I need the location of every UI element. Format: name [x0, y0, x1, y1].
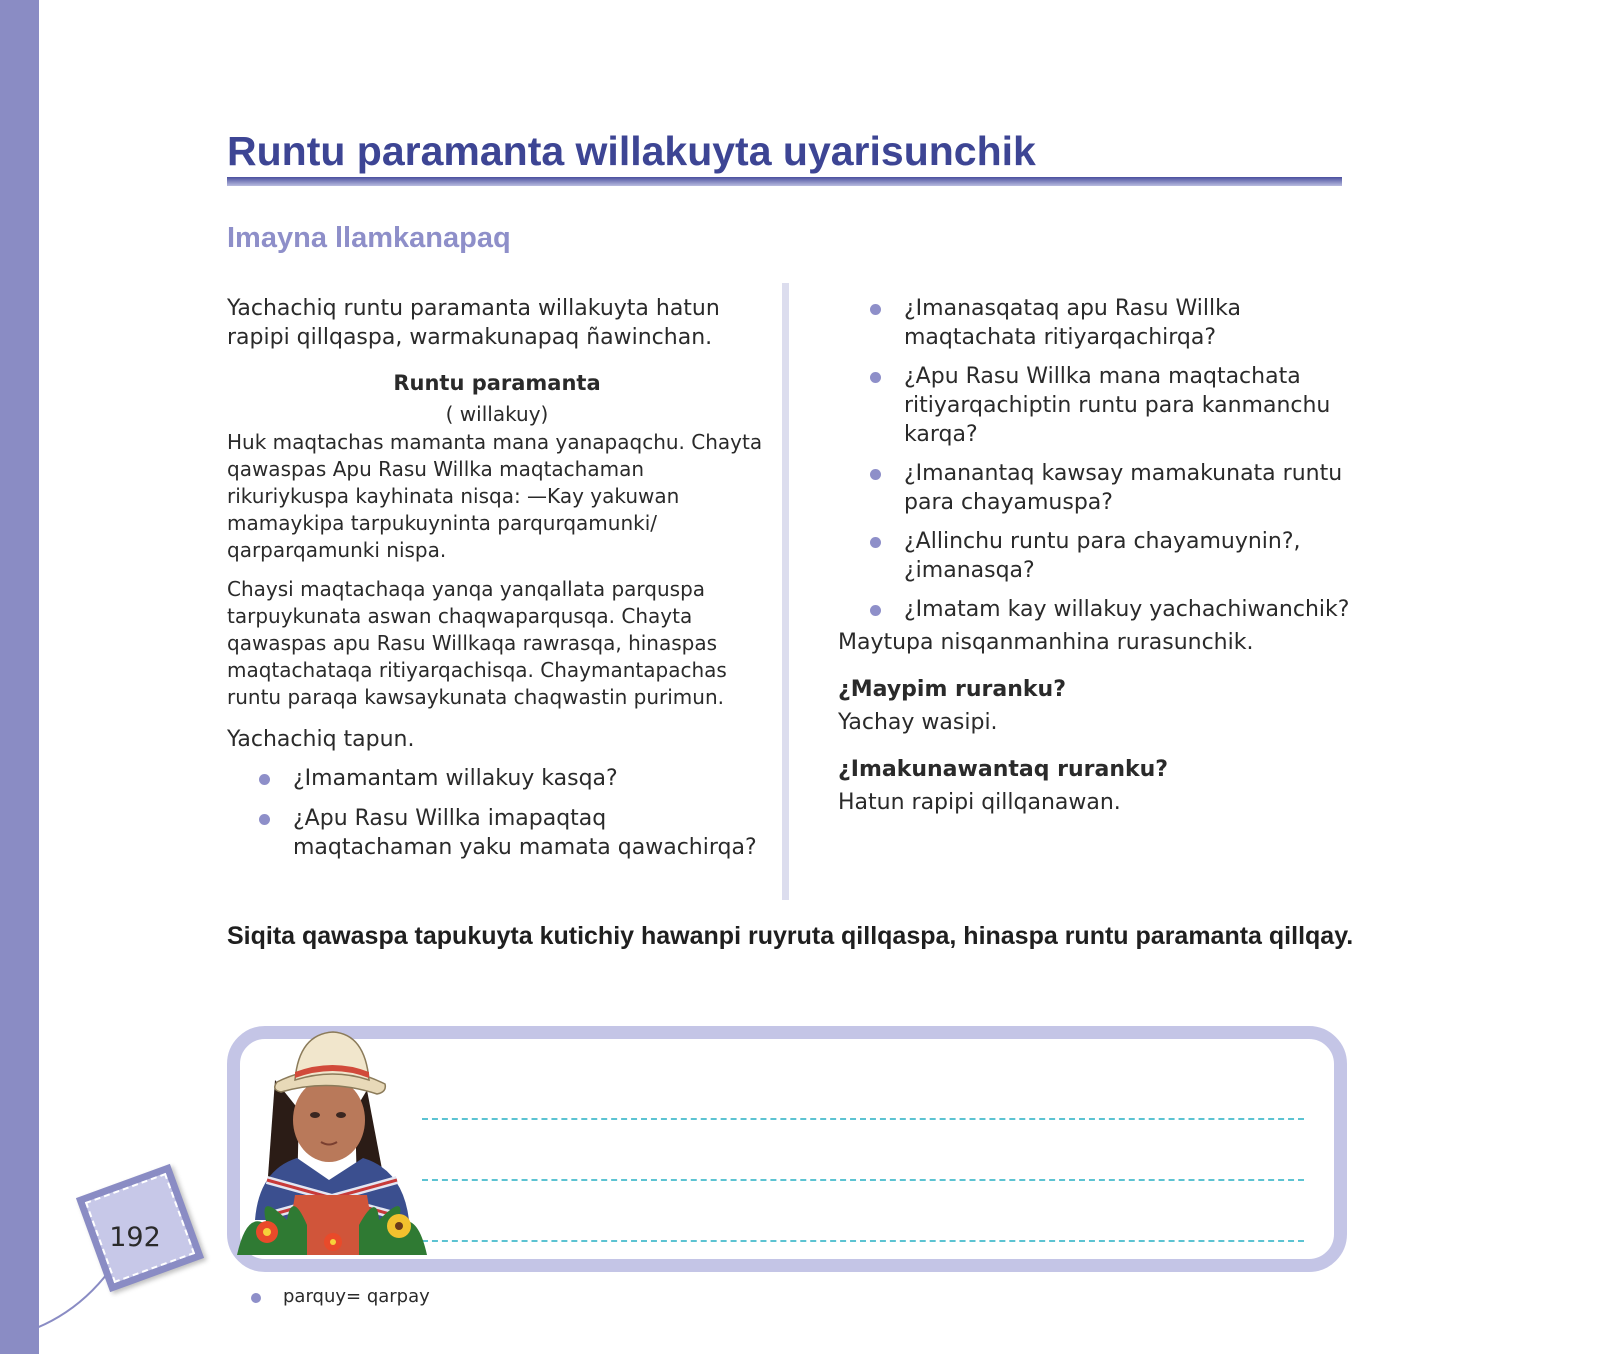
bullet-icon — [259, 814, 270, 825]
list-item: ¿Apu Rasu Willka imapaqtaq maqtachaman yaku mamata qawachirqa? — [227, 804, 767, 862]
page-number: 192 — [109, 1222, 161, 1253]
right-column — [838, 294, 1358, 817]
where-heading: ¿Maypim ruranku? — [838, 677, 1066, 702]
bullet-icon — [870, 304, 881, 315]
list-item: ¿Apu Rasu Willka mana maqtachata ritiyarqachiptin runtu para kanmanchu karqa? — [838, 362, 1358, 449]
story-paragraph: Huk maqtachas mamanta mana yanapaqchu. Chayta qawaspas Apu Rasu Willka maqtachaman rikuriykuspa kayhinata nisqa: —Kay yakuwan mamaykipa tarpukuyninta parqurqamunki/ qarparqamunki nispa. — [227, 430, 763, 562]
section-subtitle: Imayna llamkanapaq — [227, 222, 511, 254]
story-genre: ( willakuy) — [445, 402, 549, 426]
bullet-icon — [259, 774, 270, 785]
story-paragraph: Chaysi maqtachaqa yanqa yanqallata parquspa tarpuykunata aswan chaqwaparqusqa. Chayta qawaspas apu Rasu Willkaqa rawrasqa, hinaspas maqtachataqa ritiyarqachisqa. Chaymantapachas runtu paraqa kawsaykunata chaqwastin purimun. — [227, 577, 727, 709]
where-answer: Yachay wasipi. — [838, 710, 998, 735]
ask-label: Yachachiq tapun. — [227, 727, 415, 752]
child-in-hat-illustration — [237, 1020, 427, 1255]
footnote-text: parquy= qarpay — [283, 1286, 430, 1307]
left-column — [227, 294, 767, 862]
list-item: ¿Allinchu runtu para chayamuynin?, ¿imanasqa? — [838, 527, 1358, 585]
story-title: Runtu paramanta — [393, 371, 601, 395]
question-list — [227, 764, 767, 862]
column-divider — [782, 283, 789, 900]
intro-paragraph: Yachachiq runtu paramanta willakuyta hatun rapipi qillqaspa, warmakunapaq ñawinchan. — [227, 296, 720, 350]
title-underline — [227, 177, 1342, 186]
activity-instruction: Siqita qawaspa tapukuyta kutichiy hawanpi ruyruta qillqaspa, hinaspa runtu paramanta qillqay. — [227, 922, 1354, 950]
with-answer: Hatun rapipi qillqanawan. — [838, 790, 1121, 815]
list-item: ¿Imanasqataq apu Rasu Willka maqtachata ritiyarqachirqa? — [838, 294, 1358, 352]
closing-line: Maytupa nisqanmanhina rurasunchik. — [838, 630, 1254, 655]
bullet-icon — [870, 469, 881, 480]
bullet-icon — [870, 537, 881, 548]
page-title: Runtu paramanta willakuyta uyarisunchik — [227, 128, 1036, 174]
question-list — [838, 294, 1358, 624]
writing-line[interactable] — [422, 1179, 1304, 1181]
bullet-icon — [251, 1293, 261, 1303]
with-heading: ¿Imakunawantaq ruranku? — [838, 757, 1169, 782]
writing-line[interactable] — [422, 1118, 1304, 1120]
list-item: ¿Imatam kay willakuy yachachiwanchik? — [838, 595, 1358, 624]
side-color-band — [0, 0, 39, 1354]
corner-curve-decoration — [0, 1270, 120, 1360]
list-item: ¿Imamantam willakuy kasqa? — [227, 764, 767, 793]
bullet-icon — [870, 605, 881, 616]
bullet-icon — [870, 372, 881, 383]
list-item: ¿Imanantaq kawsay mamakunata runtu para chayamuspa? — [838, 459, 1358, 517]
writing-line[interactable] — [422, 1240, 1304, 1242]
